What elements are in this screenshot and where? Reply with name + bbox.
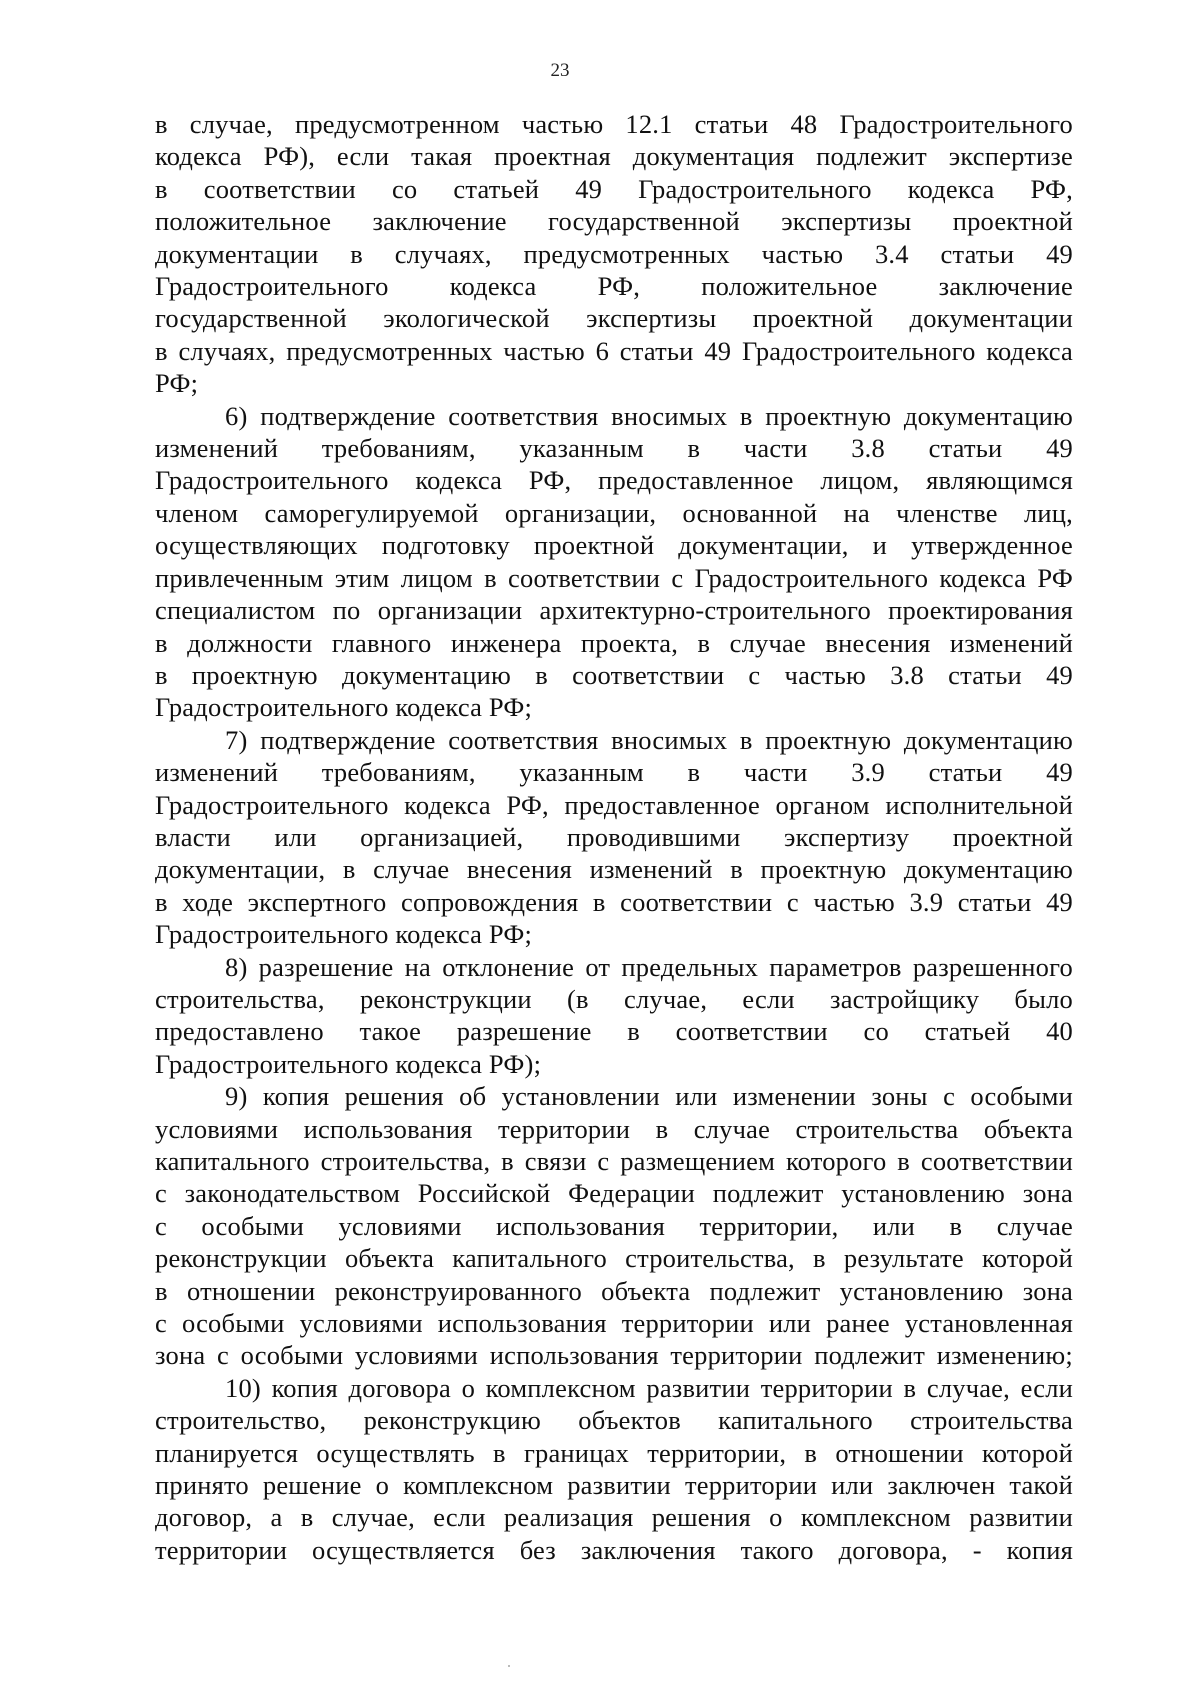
- text-line: Градостроительного кодекса РФ);: [155, 1048, 542, 1079]
- page-number: 23: [550, 60, 570, 81]
- text-line: в случаях, предусмотренных частью 6 статьи 49 Градостроительного кодекса: [155, 335, 1073, 366]
- text-line: условиями использования территории в случае строительства объекта: [155, 1113, 1073, 1144]
- text-line: 9) копия решения об установлении или изменении зоны с особыми: [225, 1081, 1073, 1112]
- text-line: в отношении реконструированного объекта подлежит установлению зона: [155, 1275, 1073, 1306]
- text-line: реконструкции объекта капитального строительства, в результате которой: [155, 1243, 1073, 1274]
- text-line: договор, а в случае, если реализация решения о комплексном развитии: [155, 1502, 1073, 1533]
- text-line: с особыми условиями использования территории, или в случае: [155, 1210, 1073, 1241]
- text-line: принято решение о комплексном развитии территории или заключен такой: [155, 1470, 1073, 1501]
- text-line: власти или организацией, проводившими экспертизу проектной: [155, 821, 1073, 852]
- document-body: [155, 108, 1073, 1566]
- text-line: капитального строительства, в связи с размещением которого в соответствии: [155, 1146, 1073, 1176]
- text-line: документации в случаях, предусмотренных частью 3.4 статьи 49: [155, 238, 1073, 269]
- text-line: РФ;: [155, 368, 199, 399]
- text-line: в случае, предусмотренном частью 12.1 статьи 48 Градостроительного: [155, 109, 1073, 139]
- text-line: 6) подтверждение соответствия вносимых в проектную документацию: [225, 400, 1073, 431]
- text-line: Градостроительного кодекса РФ, положительное заключение: [155, 271, 1073, 302]
- text-line: в ходе экспертного сопровождения в соответствии с частью 3.9 статьи 49: [155, 886, 1073, 917]
- text-line: документации, в случае внесения изменений в проектную документацию: [155, 854, 1073, 885]
- text-line: Градостроительного кодекса РФ;: [155, 692, 533, 723]
- text-line: планируется осуществлять в границах территории, в отношении которой: [155, 1437, 1073, 1468]
- text-line: в проектную документацию в соответствии с частью 3.8 статьи 49: [155, 659, 1073, 690]
- text-line: 7) подтверждение соответствия вносимых в проектную документацию: [225, 724, 1073, 755]
- text-line: зона с особыми условиями использования территории подлежит изменению;: [155, 1340, 1073, 1371]
- text-line: предоставлено такое разрешение в соответствии со статьей 40: [155, 1016, 1073, 1047]
- text-line: 8) разрешение на отклонение от предельных параметров разрешенного: [225, 951, 1073, 982]
- text-line: специалистом по организации архитектурно-строительного проектирования: [155, 595, 1073, 626]
- scan-speck: [508, 1665, 510, 1667]
- text-line: членом саморегулируемой организации, основанной на членстве лиц,: [155, 497, 1073, 528]
- text-line: Градостроительного кодекса РФ;: [155, 919, 533, 950]
- text-line: строительство, реконструкцию объектов капитального строительства: [155, 1405, 1073, 1436]
- text-line: положительное заключение государственной экспертизы проектной: [155, 206, 1073, 237]
- text-line: изменений требованиям, указанным в части 3.8 статьи 49: [155, 433, 1073, 464]
- text-line: кодекса РФ), если такая проектная документация подлежит экспертизе: [155, 141, 1073, 172]
- text-line: с законодательством Российской Федерации подлежит установлению зона: [155, 1178, 1073, 1209]
- text-line: в соответствии со статьей 49 Градостроительного кодекса РФ,: [155, 173, 1073, 204]
- text-line: государственной экологической экспертизы проектной документации: [155, 303, 1073, 334]
- text-line: изменений требованиям, указанным в части 3.9 статьи 49: [155, 757, 1073, 788]
- text-line: Градостроительного кодекса РФ, предоставленное лицом, являющимся: [155, 465, 1073, 496]
- text-line: с особыми условиями использования территории или ранее установленная: [155, 1308, 1073, 1339]
- text-line: в должности главного инженера проекта, в случае внесения изменений: [155, 627, 1073, 658]
- text-line: территории осуществляется без заключения такого договора, - копия: [155, 1534, 1073, 1565]
- text-line: строительства, реконструкции (в случае, если застройщику было: [155, 983, 1073, 1014]
- text-line: осуществляющих подготовку проектной документации, и утвержденное: [155, 530, 1073, 561]
- text-line: 10) копия договора о комплексном развитии территории в случае, если: [225, 1372, 1073, 1403]
- text-line: привлеченным этим лицом в соответствии с Градостроительного кодекса РФ: [155, 562, 1073, 593]
- text-line: Градостроительного кодекса РФ, предоставленное органом исполнительной: [155, 789, 1073, 820]
